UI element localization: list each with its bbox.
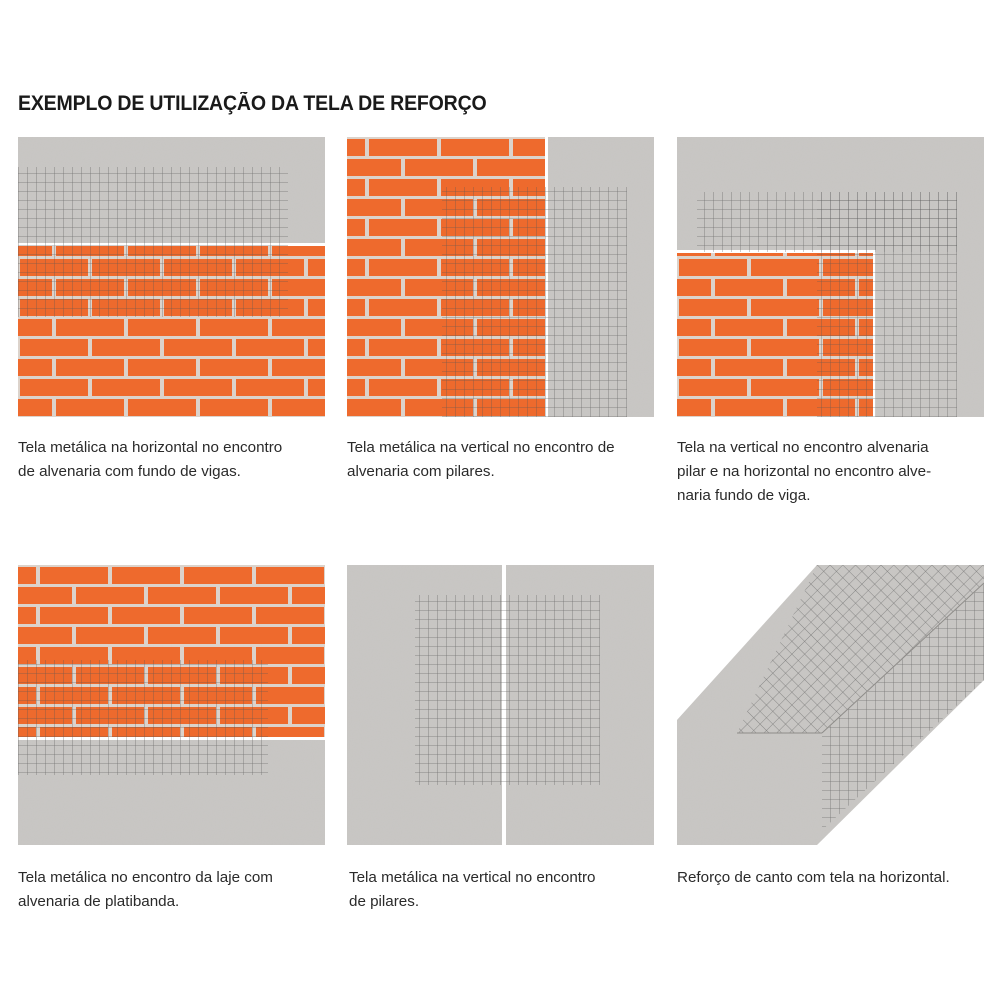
caption-line: pilar e na horizontal no encontro alve- [677, 463, 932, 480]
caption-line: Tela metálica na vertical no encontro de [347, 439, 615, 456]
illustration-brick-wall-corner-pillar-beam [677, 137, 984, 417]
illustration-brick-parapet-over-slab [18, 565, 325, 845]
caption-line: de alvenaria com fundo de vigas. [18, 463, 241, 480]
caption-line: de pilares. [349, 893, 420, 910]
caption-line: Tela na vertical no encontro alvenaria [677, 439, 929, 456]
illustration-pillar-joint-vertical [347, 565, 654, 845]
caption-3 [677, 436, 987, 508]
caption-line: Reforço de canto com tela na horizontal. [677, 869, 950, 886]
caption-line: alvenaria de platibanda. [18, 893, 180, 910]
caption-4 [18, 866, 328, 914]
illustration-brick-wall-under-beam [18, 137, 325, 417]
caption-1 [18, 436, 328, 484]
caption-line: naria fundo de viga. [677, 487, 811, 504]
illustration-corner-reinforcement [677, 565, 984, 845]
caption-5 [349, 866, 659, 914]
illustration-brick-wall-beside-pillar [347, 137, 654, 417]
caption-line: alvenaria com pilares. [347, 463, 495, 480]
caption-2 [347, 436, 657, 484]
caption-line: Tela metálica na vertical no encontro [349, 869, 596, 886]
caption-6 [677, 866, 987, 890]
page-title: EXEMPLO DE UTILIZAÇÃO DA TELA DE REFORÇO [18, 92, 487, 115]
caption-line: Tela metálica no encontro da laje com [18, 869, 273, 886]
caption-line: Tela metálica na horizontal no encontro [18, 439, 283, 456]
